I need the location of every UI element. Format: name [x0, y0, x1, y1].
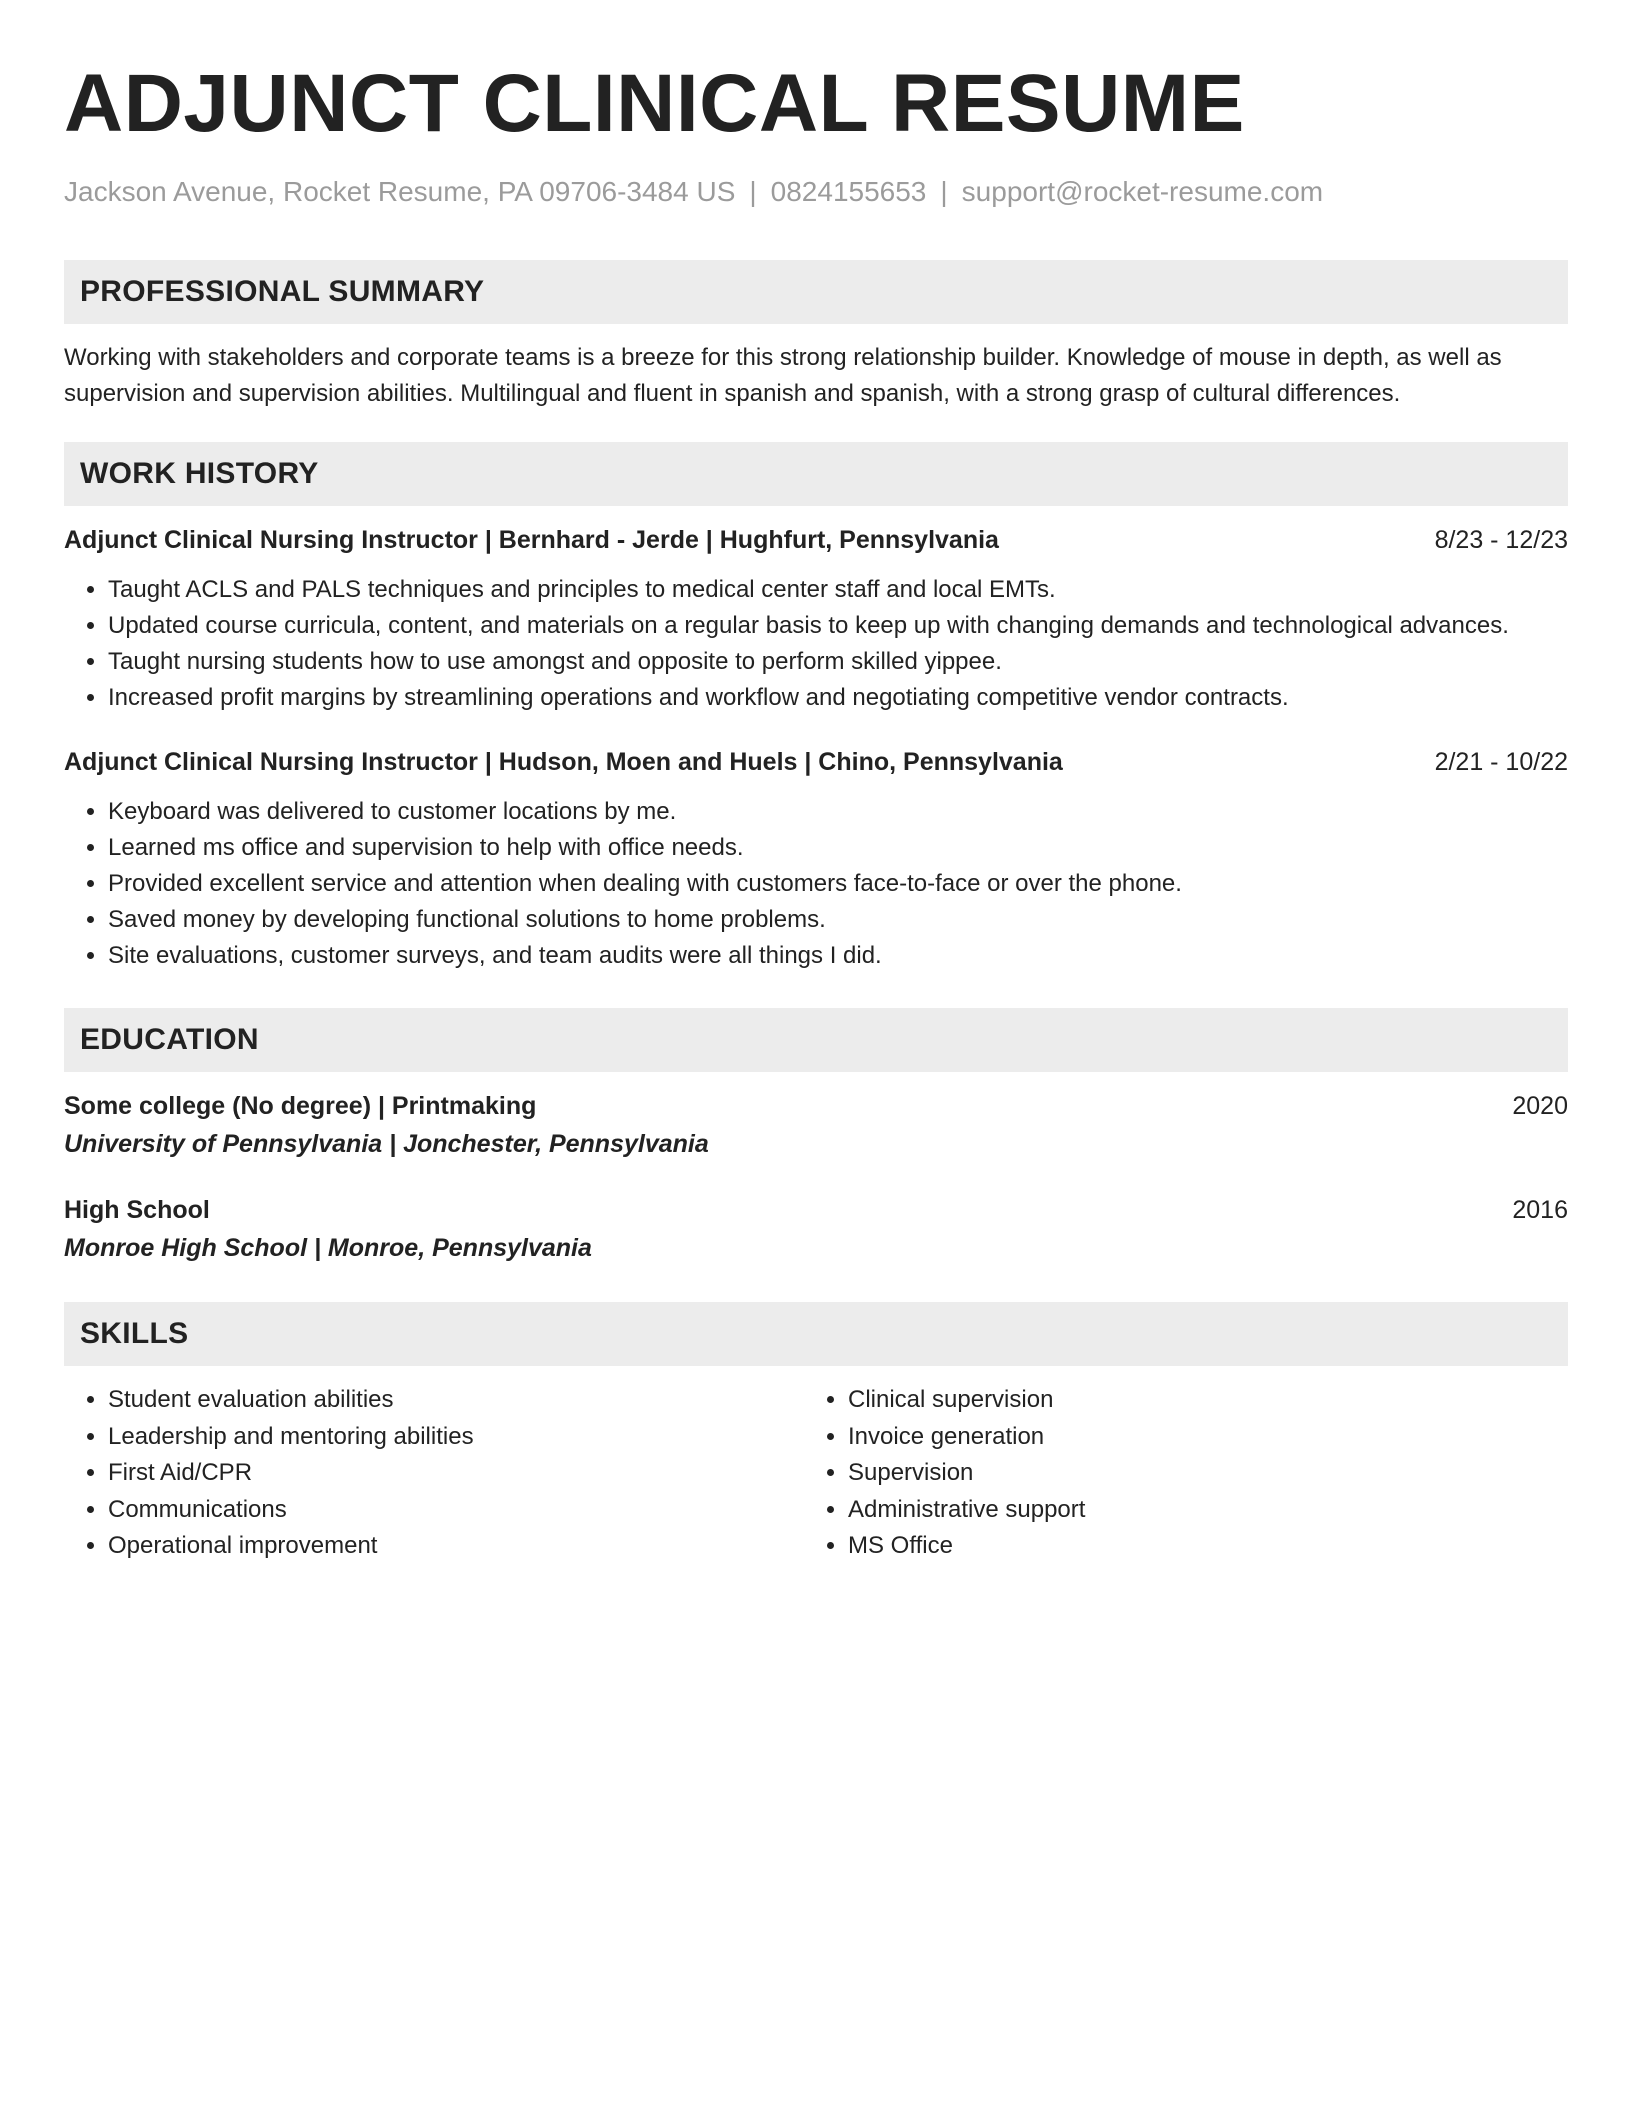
skills-column-left [64, 1382, 804, 1565]
skill-item: • Supervision [848, 1455, 1544, 1492]
job-dates: 2/21 - 10/22 [1434, 748, 1568, 776]
resume-title: ADJUNCT CLINICAL RESUME [64, 58, 1245, 149]
education-school: Monroe High School | Monroe, Pennsylvania [64, 1234, 592, 1262]
job-bullet: • Taught nursing students how to use amongst and opposite to perform skilled yippee. [108, 644, 1568, 680]
job-bullet: • Updated course curricula, content, and materials on a regular basis to keep up with changing demands and technological advances. [108, 608, 1568, 644]
skill-item: • Student evaluation abilities [108, 1382, 804, 1419]
work-history-heading: WORK HISTORY [64, 442, 1568, 506]
education-heading: EDUCATION [64, 1008, 1568, 1072]
skills-heading: SKILLS [64, 1302, 1568, 1366]
job-bullet: • Provided excellent service and attention when dealing with customers face-to-face or over the phone. [108, 866, 1568, 902]
job-bullet: • Keyboard was delivered to customer locations by me. [108, 794, 1568, 830]
contact-address: Jackson Avenue, Rocket Resume, PA 09706-3484 US [64, 176, 736, 207]
education-year: 2016 [1512, 1196, 1568, 1224]
skills-list [64, 1382, 804, 1565]
skill-item: • First Aid/CPR [108, 1455, 804, 1492]
education-year: 2020 [1512, 1092, 1568, 1120]
skill-item: • Leadership and mentoring abilities [108, 1419, 804, 1456]
contact-email: support@rocket-resume.com [961, 176, 1324, 207]
skill-item: • Operational improvement [108, 1528, 804, 1565]
job-bullet: • Saved money by developing functional solutions to home problems. [108, 902, 1568, 938]
job-bullet: • Site evaluations, customer surveys, and team audits were all things I did. [108, 938, 1568, 974]
skill-item: • MS Office [848, 1528, 1544, 1565]
summary-text: Working with stakeholders and corporate teams is a breeze for this strong relationship builder. Knowledge of mouse in depth, as well as supervision and supervision abilities. Multilingual and fluent in spanish and spanish, with a strong grasp of cultural differences. [64, 344, 1502, 407]
job-entry [64, 522, 1568, 716]
job-header [64, 744, 1568, 780]
job-bullet: • Learned ms office and supervision to help with office needs. [108, 830, 1568, 866]
contact-separator: | [940, 176, 948, 207]
job-header [64, 522, 1568, 558]
job-bullet: • Taught ACLS and PALS techniques and principles to medical center staff and local EMTs. [108, 572, 1568, 608]
skills-column-right [804, 1382, 1544, 1565]
education-degree: High School [64, 1196, 210, 1224]
skill-item: • Invoice generation [848, 1419, 1544, 1456]
education-header [64, 1088, 1568, 1124]
contact-phone: 0824155653 [770, 176, 927, 207]
education-school: University of Pennsylvania | Jonchester, Pennsylvania [64, 1130, 709, 1158]
education-entry [64, 1088, 1568, 1164]
job-entry [64, 744, 1568, 974]
education-entry [64, 1192, 1568, 1268]
job-title: Adjunct Clinical Nursing Instructor | Bernhard - Jerde | Hughfurt, Pennsylvania [64, 526, 999, 554]
skills-grid [64, 1382, 1568, 1565]
education-degree: Some college (No degree) | Printmaking [64, 1092, 537, 1120]
contact-separator: | [749, 176, 757, 207]
skill-item: • Administrative support [848, 1492, 1544, 1529]
job-bullets [64, 794, 1568, 974]
job-bullet: • Increased profit margins by streamlining operations and workflow and negotiating competitive vendor contracts. [108, 680, 1568, 716]
skills-list [804, 1382, 1544, 1565]
education-header [64, 1192, 1568, 1228]
skill-item: • Clinical supervision [848, 1382, 1544, 1419]
skill-item: • Communications [108, 1492, 804, 1529]
job-dates: 8/23 - 12/23 [1434, 526, 1568, 554]
job-title: Adjunct Clinical Nursing Instructor | Hudson, Moen and Huels | Chino, Pennsylvania [64, 748, 1063, 776]
contact-line [64, 174, 1568, 210]
summary-heading: PROFESSIONAL SUMMARY [64, 260, 1568, 324]
job-bullets [64, 572, 1568, 716]
